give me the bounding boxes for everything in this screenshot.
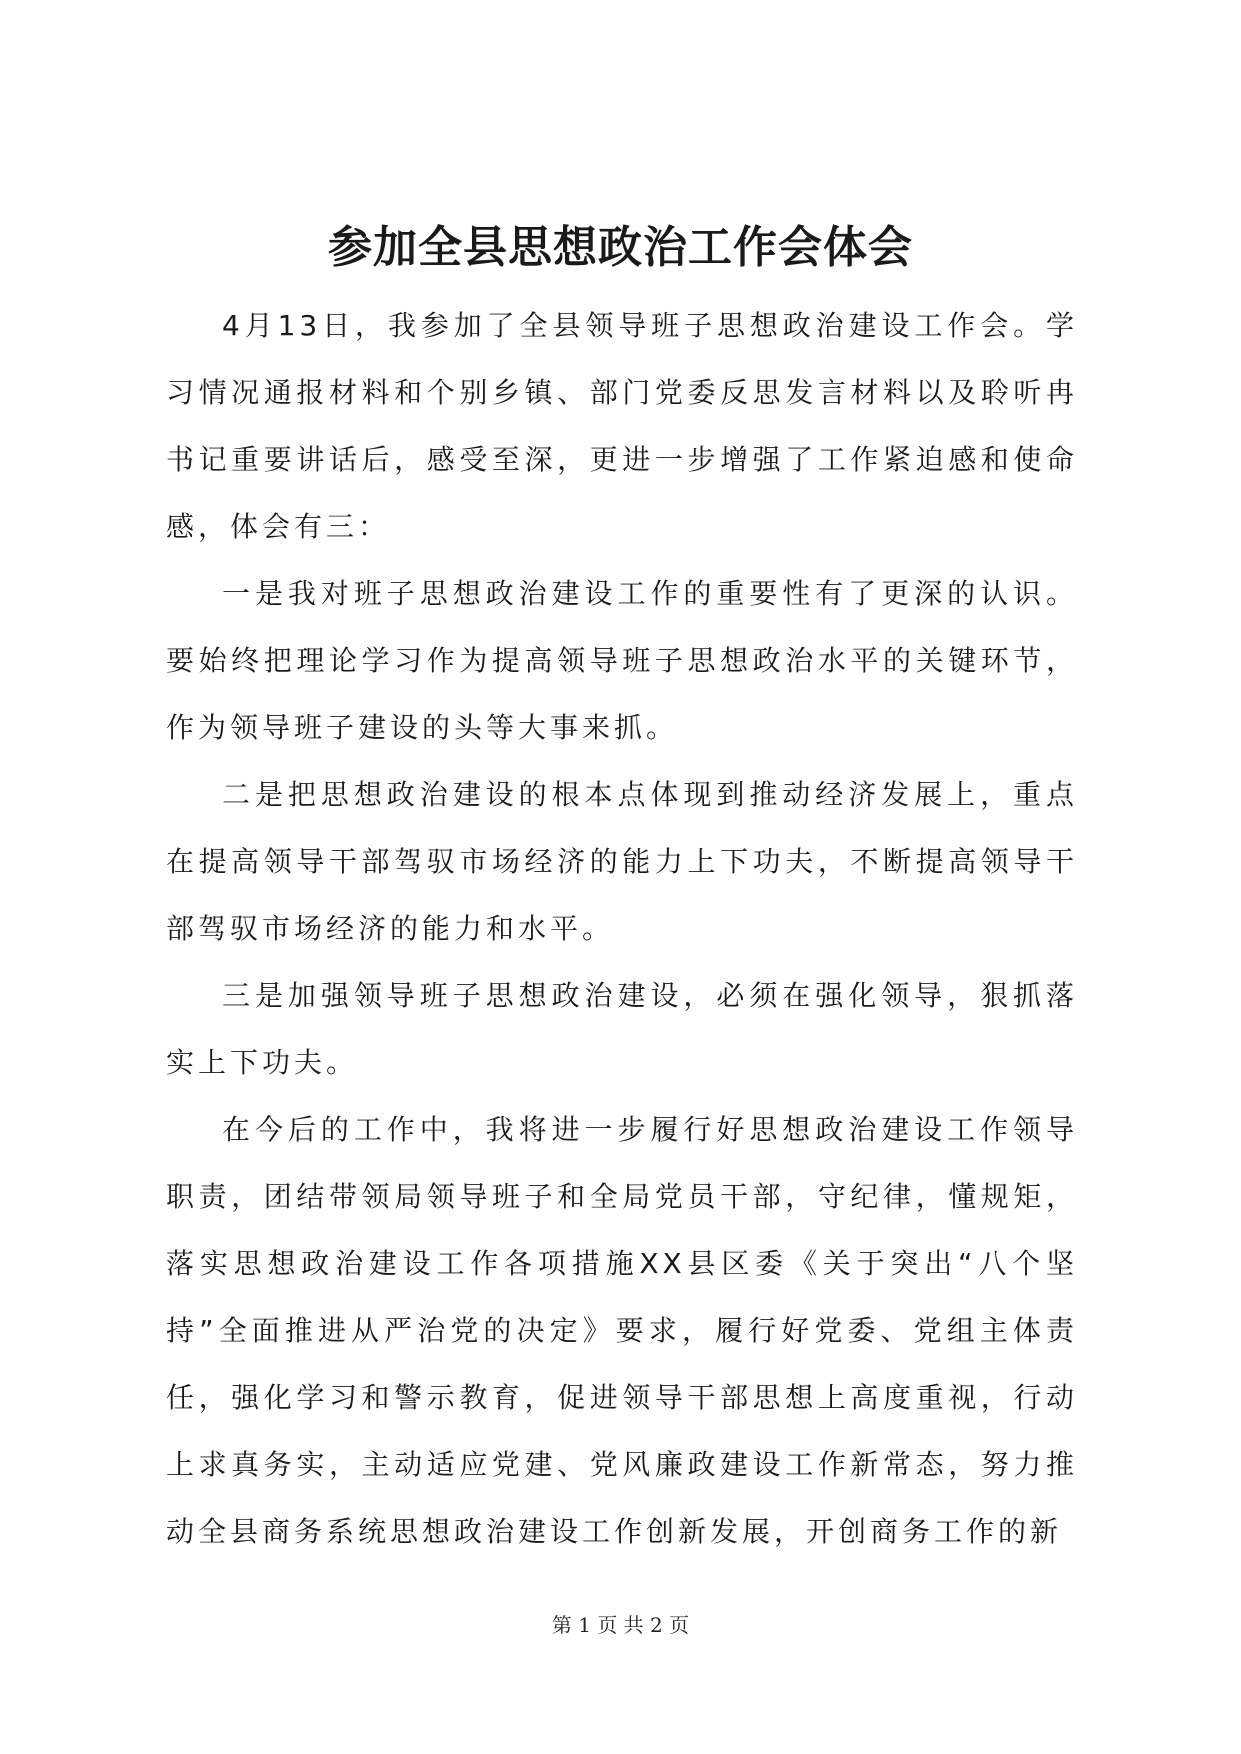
paragraph-point-three: 三是加强领导班子思想政治建设，必须在强化领导，狠抓落实上下功夫。 [166,979,1078,1079]
paragraph-point-two: 二是把思想政治建设的根本点体现到推动经济发展上，重点在提高领导干部驾驭市场经济的能力上下功夫，不断提高领导干部驾驭市场经济的能力和水平。 [166,778,1078,945]
page-number: 第 1 页 共 2 页 [551,1613,690,1637]
paragraph-point-one: 一是我对班子思想政治建设工作的重要性有了更深的认识。要始终把理论学习作为提高领导班子思想政治水平的关键环节，作为领导班子建设的头等大事来抓。 [166,577,1078,744]
document-title: 参加全县思想政治工作会体会 [328,222,913,273]
page-footer [0,1610,1241,1640]
document-body [166,292,1078,1565]
paragraph-conclusion: 在今后的工作中，我将进一步履行好思想政治建设工作领导职责，团结带领局领导班子和全局党员干部，守纪律，懂规矩，落实思想政治建设工作各项措施XX县区委《关于突出“八个坚持”全面推进从严治党的决定》要求，履行好党委、党组主体责任，强化学习和警示教育，促进领导干部思想上高度重视，行动上求真务实，主动适应党建、党风廉政建设工作新常态，努力推动全县商务系统思想政治建设工作创新发展，开创商务工作的新 [166,1113,1078,1548]
paragraph-intro: 4月13日，我参加了全县领导班子思想政治建设工作会。学习情况通报材料和个别乡镇、部门党委反思发言材料以及聆听冉书记重要讲话后，感受至深，更进一步增强了工作紧迫感和使命感，体会有三： [166,309,1078,543]
